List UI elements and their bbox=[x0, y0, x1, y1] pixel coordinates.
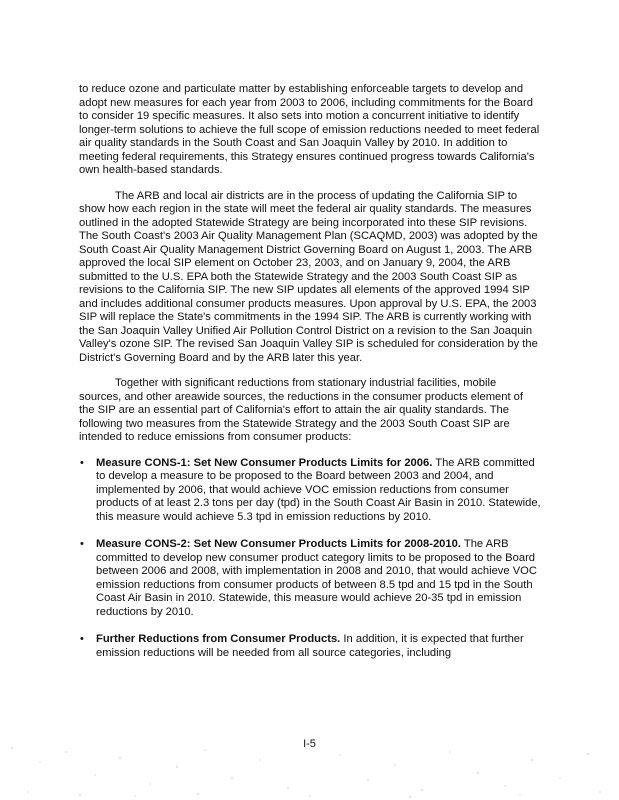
measure-text: The ARB committed to develop new consumer product category limits to be proposed to the Board between 2006 and 2008, with implementation in 2008 and 2010, that would achieve VOC emission reductions from consumer products of between 8.5 tpd and 15 tpd in the South Coast Air Basin in 2010. Statewide, this measure would achieve 20-35 tpd in emission reductions by 2010. bbox=[96, 538, 537, 618]
measure-title: Further Reductions from Consumer Products. bbox=[96, 633, 341, 645]
bullet-icon: • bbox=[80, 456, 84, 469]
bullet-icon: • bbox=[80, 633, 84, 645]
measure-title: Measure CONS-2: Set New Consumer Products Limits for 2008-2010. bbox=[96, 538, 461, 550]
measure-title: Measure CONS-1: Set New Consumer Products Limits for 2006. bbox=[96, 456, 433, 469]
list-item-cons-2 bbox=[79, 538, 541, 619]
page-number: I-5 bbox=[303, 738, 316, 750]
paragraph-consumer-products-intro: Together with significant reductions from stationary industrial facilities, mobile sources, and other areawide sources, the reductions in the consumer products element of the SIP are an essential part of California's effort to attain the air quality standards. The following two measures from the Statewide Strategy and the 2003 South Coast SIP are intended to reduce emissions from consumer products: bbox=[79, 377, 524, 443]
document-body bbox=[79, 83, 541, 674]
list-item-cons-1 bbox=[79, 457, 541, 525]
paragraph-sip-update: The ARB and local air districts are in the process of updating the California SIP to show how each region in the state will meet the federal air quality standards. The measures outlined in the adopted Statewide Strategy are being incorporated into these SIP revisions. The South Coast's 2003 Air Quality Management Plan (SCAQMD, 2003) was adopted by the South Coast Air Quality Management District Governing Board on August 1, 2003. The ARB approved the local SIP element on October 23, 2003, and on January 9, 2004, the ARB submitted to the U.S. EPA both the Statewide Strategy and the 2003 South Coast SIP as revisions to the California SIP. The new SIP updates all elements of the approved 1994 SIP and includes additional consumer products measures. Upon approval by U.S. EPA, the 2003 SIP will replace the State's commitments in the 1994 SIP. The ARB is currently working with the San Joaquin Valley Unified Air Pollution Control District on a revision to the San Joaquin Valley's ozone SIP. The revised San Joaquin Valley SIP is scheduled for consideration by the District's Governing Board and by the ARB later this year. bbox=[79, 189, 538, 364]
bullet-icon: • bbox=[80, 538, 84, 550]
paragraph-strategy-summary: to reduce ozone and particulate matter by establishing enforceable targets to develop and adopt new measures for each year from 2003 to 2006, including commitments for the Board to consider 19 specific measures. It also sets into motion a concurrent initiative to identify longer-term solutions to achieve the full scope of emission reductions needed to meet federal air quality standards in the South Coast and San Joaquin Valley by 2010. In addition to meeting federal requirements, this Strategy ensures continued progress towards California's own health-based standards. bbox=[79, 83, 540, 176]
measure-text: The ARB committed to develop a measure to be proposed to the Board between 2003 and 2004, and implemented by 2006, that would achieve VOC emission reductions from consumer products of at least 2.3 tons per day (tpd) in the South Coast Air Basin in 2010. Statewide, this measure would achieve 5.3 tpd in emission reductions by 2010. bbox=[96, 456, 541, 523]
measure-text: In addition, it is expected that further emission reductions will be needed from all source categories, including bbox=[96, 633, 524, 659]
list-item-further-reductions bbox=[79, 633, 541, 660]
measures-list bbox=[79, 457, 541, 661]
